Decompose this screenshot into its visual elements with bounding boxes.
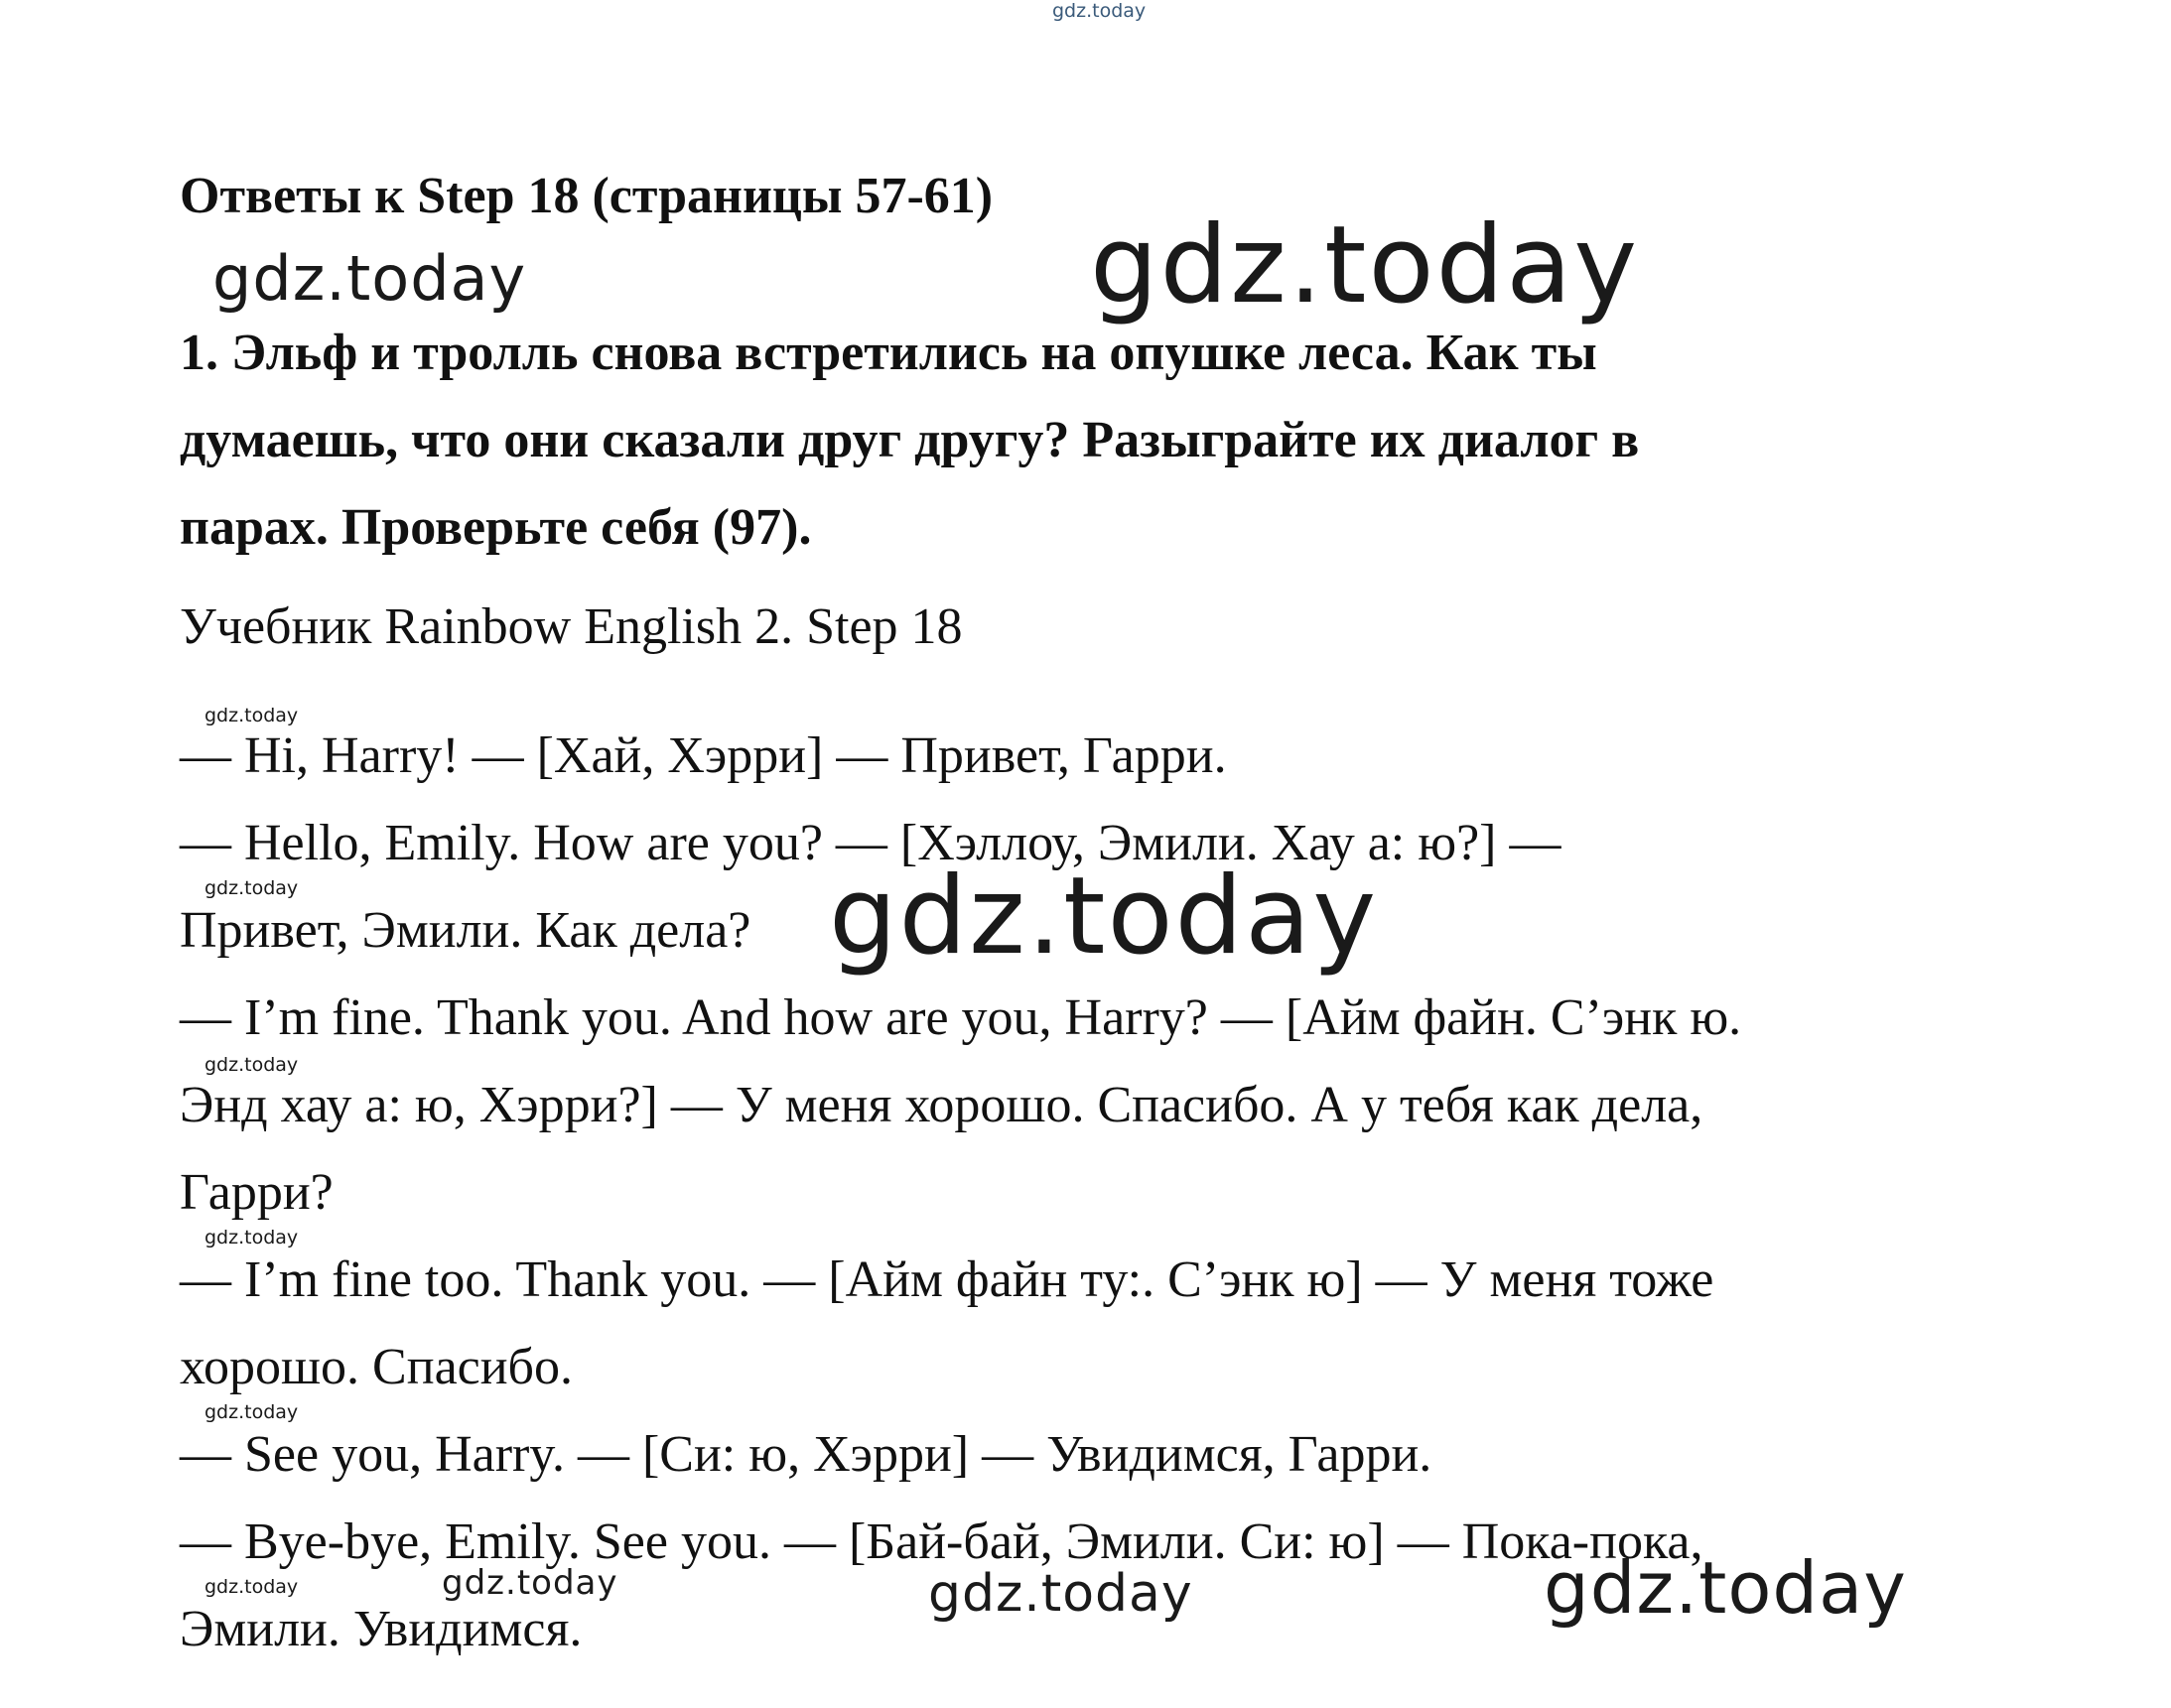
dialog-line: Гарри? [180,1164,334,1221]
dialog-line: — See you, Harry. — [Си: ю, Хэрри] — Увидимся, Гарри. [180,1426,1432,1483]
watermark-header-left: gdz.today [212,242,527,315]
source-line: Учебник Rainbow English 2. Step 18 [180,598,963,655]
watermark-top: gdz.today [1052,0,1147,22]
watermark-bottom-right: gdz.today [1544,1546,1907,1630]
task-text [180,310,1927,572]
task-line: 1. Эльф и тролль снова встретились на опушке леса. Как ты [180,325,1597,381]
dialog-line: — Hi, Harry! — [Хай, Хэрри] — Привет, Гарри. [180,727,1227,784]
dialog-line: — Bye-bye, Emily. See you. — [Бай-бай, Эмили. Си: ю] — Пока-пока, [180,1513,1703,1570]
dialog-line: — I’m fine too. Thank you. — [Айм файн ту:. С’энк ю] — У меня тоже [180,1251,1714,1308]
watermark-bottom-mid: gdz.today [928,1564,1193,1624]
dialog-line: Привет, Эмили. Как дела? [180,902,751,959]
dialog-line: — I’m fine. Thank you. And how are you, Harry? — [Айм файн. С’энк ю. [180,989,1742,1046]
watermark-header-right: gdz.today [1090,203,1640,328]
watermark-bottom-small: gdz.today [442,1563,618,1603]
watermark-line-mark: gdz.today [204,1401,299,1423]
watermark-line-mark: gdz.today [204,705,299,726]
dialog-line: — Hello, Emily. How are you? — [Хэллоу, Эмили. Хау а: ю?] — [180,815,1561,871]
watermark-middle: gdz.today [829,854,1379,979]
dialog-line: Эмили. Увидимся. [180,1601,583,1657]
watermark-line-mark: gdz.today [204,1576,299,1598]
watermark-line-mark: gdz.today [204,1227,299,1248]
watermark-line-mark: gdz.today [204,877,299,899]
task-line: думаешь, что они сказали друг другу? Разыграйте их диалог в [180,412,1640,468]
dialog-text [180,713,1967,1673]
dialog-line: хорошо. Спасибо. [180,1339,574,1395]
task-line: парах. Проверьте себя (97). [180,499,812,556]
page-title: Ответы к Step 18 (страницы 57-61) [180,168,994,224]
dialog-line: Энд хау а: ю, Хэрри?] — У меня хорошо. Спасибо. А у тебя как дела, [180,1077,1703,1133]
watermark-line-mark: gdz.today [204,1054,299,1076]
